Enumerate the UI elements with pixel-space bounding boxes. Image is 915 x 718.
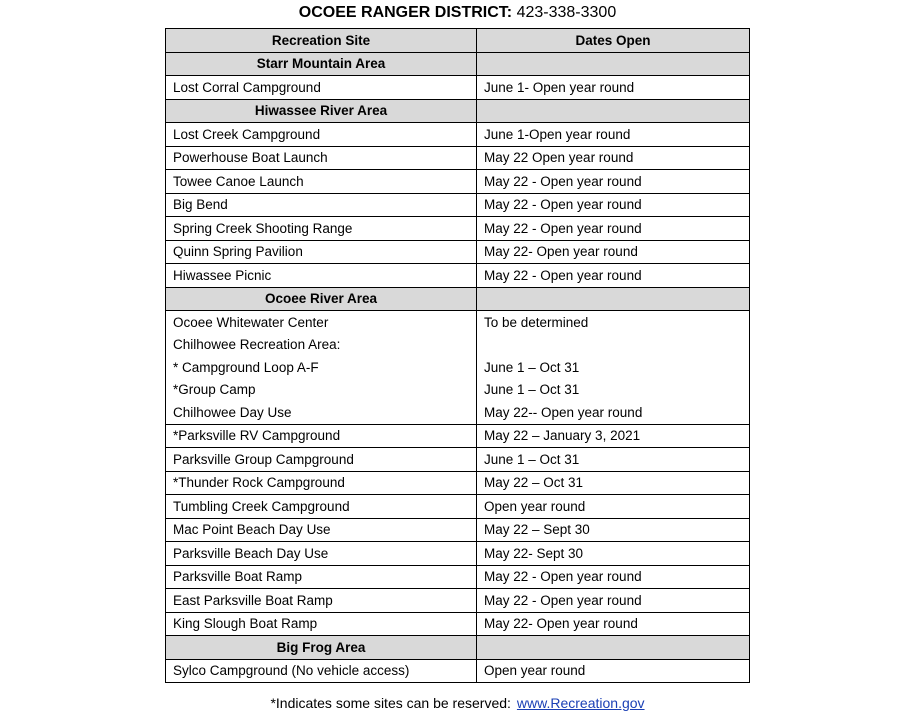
page-title xyxy=(0,3,915,23)
table-row xyxy=(166,311,750,334)
site-dates: June 1 – Oct 31 xyxy=(477,379,750,402)
site-dates: Open year round xyxy=(477,495,750,519)
site-dates: To be determined xyxy=(477,311,750,334)
site-name: Quinn Spring Pavilion xyxy=(166,240,477,264)
table-row xyxy=(166,146,750,170)
site-dates-empty xyxy=(477,334,750,357)
site-name: *Group Camp xyxy=(166,379,477,402)
site-dates: May 22 – Oct 31 xyxy=(477,471,750,495)
area-blank-cell xyxy=(477,287,750,311)
column-header-site: Recreation Site xyxy=(166,29,477,53)
area-header-ocoee-river xyxy=(166,287,750,311)
site-dates: May 22- Open year round xyxy=(477,240,750,264)
table-row xyxy=(166,471,750,495)
site-dates: June 1 – Oct 31 xyxy=(477,448,750,472)
site-dates: May 22 – Sept 30 xyxy=(477,518,750,542)
site-dates: May 22 Open year round xyxy=(477,146,750,170)
site-name: Towee Canoe Launch xyxy=(166,170,477,194)
reservation-footnote xyxy=(0,694,915,712)
site-name: Mac Point Beach Day Use xyxy=(166,518,477,542)
district-phone: 423-338-3300 xyxy=(516,4,617,21)
site-name: Big Bend xyxy=(166,193,477,217)
area-header-starr-mountain xyxy=(166,52,750,76)
area-name: Starr Mountain Area xyxy=(166,52,477,76)
area-blank-cell xyxy=(477,99,750,123)
site-dates: May 22 – January 3, 2021 xyxy=(477,424,750,448)
site-name: Lost Creek Campground xyxy=(166,123,477,147)
site-dates: June 1 – Oct 31 xyxy=(477,356,750,379)
site-dates: May 22 - Open year round xyxy=(477,217,750,241)
area-header-big-frog xyxy=(166,636,750,660)
site-dates: June 1-Open year round xyxy=(477,123,750,147)
area-name: Hiwassee River Area xyxy=(166,99,477,123)
table-row xyxy=(166,589,750,613)
table-row xyxy=(166,424,750,448)
subgroup-label: Chilhowee Recreation Area: xyxy=(166,334,477,357)
district-name: OCOEE RANGER DISTRICT: xyxy=(298,4,513,21)
area-name: Ocoee River Area xyxy=(166,287,477,311)
column-header-dates: Dates Open xyxy=(477,29,750,53)
site-dates: May 22- Open year round xyxy=(477,612,750,636)
table-row xyxy=(166,542,750,566)
table-row xyxy=(166,448,750,472)
table-row xyxy=(166,379,750,402)
site-name: Spring Creek Shooting Range xyxy=(166,217,477,241)
site-dates: May 22 - Open year round xyxy=(477,589,750,613)
table-row xyxy=(166,76,750,100)
site-name: * Campground Loop A-F xyxy=(166,356,477,379)
site-dates: June 1- Open year round xyxy=(477,76,750,100)
site-dates: May 22 - Open year round xyxy=(477,264,750,288)
site-name: King Slough Boat Ramp xyxy=(166,612,477,636)
footnote-text: *Indicates some sites can be reserved: xyxy=(270,695,511,711)
site-dates: May 22 - Open year round xyxy=(477,193,750,217)
table-row xyxy=(166,401,750,424)
site-dates: Open year round xyxy=(477,659,750,683)
table-row xyxy=(166,264,750,288)
table-row xyxy=(166,495,750,519)
site-name: Tumbling Creek Campground xyxy=(166,495,477,519)
recreation-sites-table xyxy=(165,28,750,683)
site-name: Powerhouse Boat Launch xyxy=(166,146,477,170)
table-header-row xyxy=(166,29,750,53)
site-name: Parksville Group Campground xyxy=(166,448,477,472)
site-name: Parksville Boat Ramp xyxy=(166,565,477,589)
table-row xyxy=(166,356,750,379)
site-name: Sylco Campground (No vehicle access) xyxy=(166,659,477,683)
area-name: Big Frog Area xyxy=(166,636,477,660)
table-row xyxy=(166,659,750,683)
table-row xyxy=(166,123,750,147)
site-dates: May 22 - Open year round xyxy=(477,565,750,589)
area-blank-cell xyxy=(477,636,750,660)
site-name: *Thunder Rock Campground xyxy=(166,471,477,495)
site-name: East Parksville Boat Ramp xyxy=(166,589,477,613)
table-row xyxy=(166,334,750,357)
table-row xyxy=(166,170,750,194)
area-header-hiwassee-river xyxy=(166,99,750,123)
table-row xyxy=(166,612,750,636)
table-row xyxy=(166,240,750,264)
site-dates: May 22- Sept 30 xyxy=(477,542,750,566)
site-name: Ocoee Whitewater Center xyxy=(166,311,477,334)
table-row xyxy=(166,193,750,217)
site-name: *Parksville RV Campground xyxy=(166,424,477,448)
site-name: Hiwassee Picnic xyxy=(166,264,477,288)
table-row xyxy=(166,565,750,589)
site-name: Parksville Beach Day Use xyxy=(166,542,477,566)
table-row xyxy=(166,217,750,241)
site-name: Lost Corral Campground xyxy=(166,76,477,100)
site-dates: May 22-- Open year round xyxy=(477,401,750,424)
site-name: Chilhowee Day Use xyxy=(166,401,477,424)
area-blank-cell xyxy=(477,52,750,76)
site-dates: May 22 - Open year round xyxy=(477,170,750,194)
table-row xyxy=(166,518,750,542)
recreation-gov-link[interactable]: www.Recreation.gov xyxy=(516,695,645,711)
